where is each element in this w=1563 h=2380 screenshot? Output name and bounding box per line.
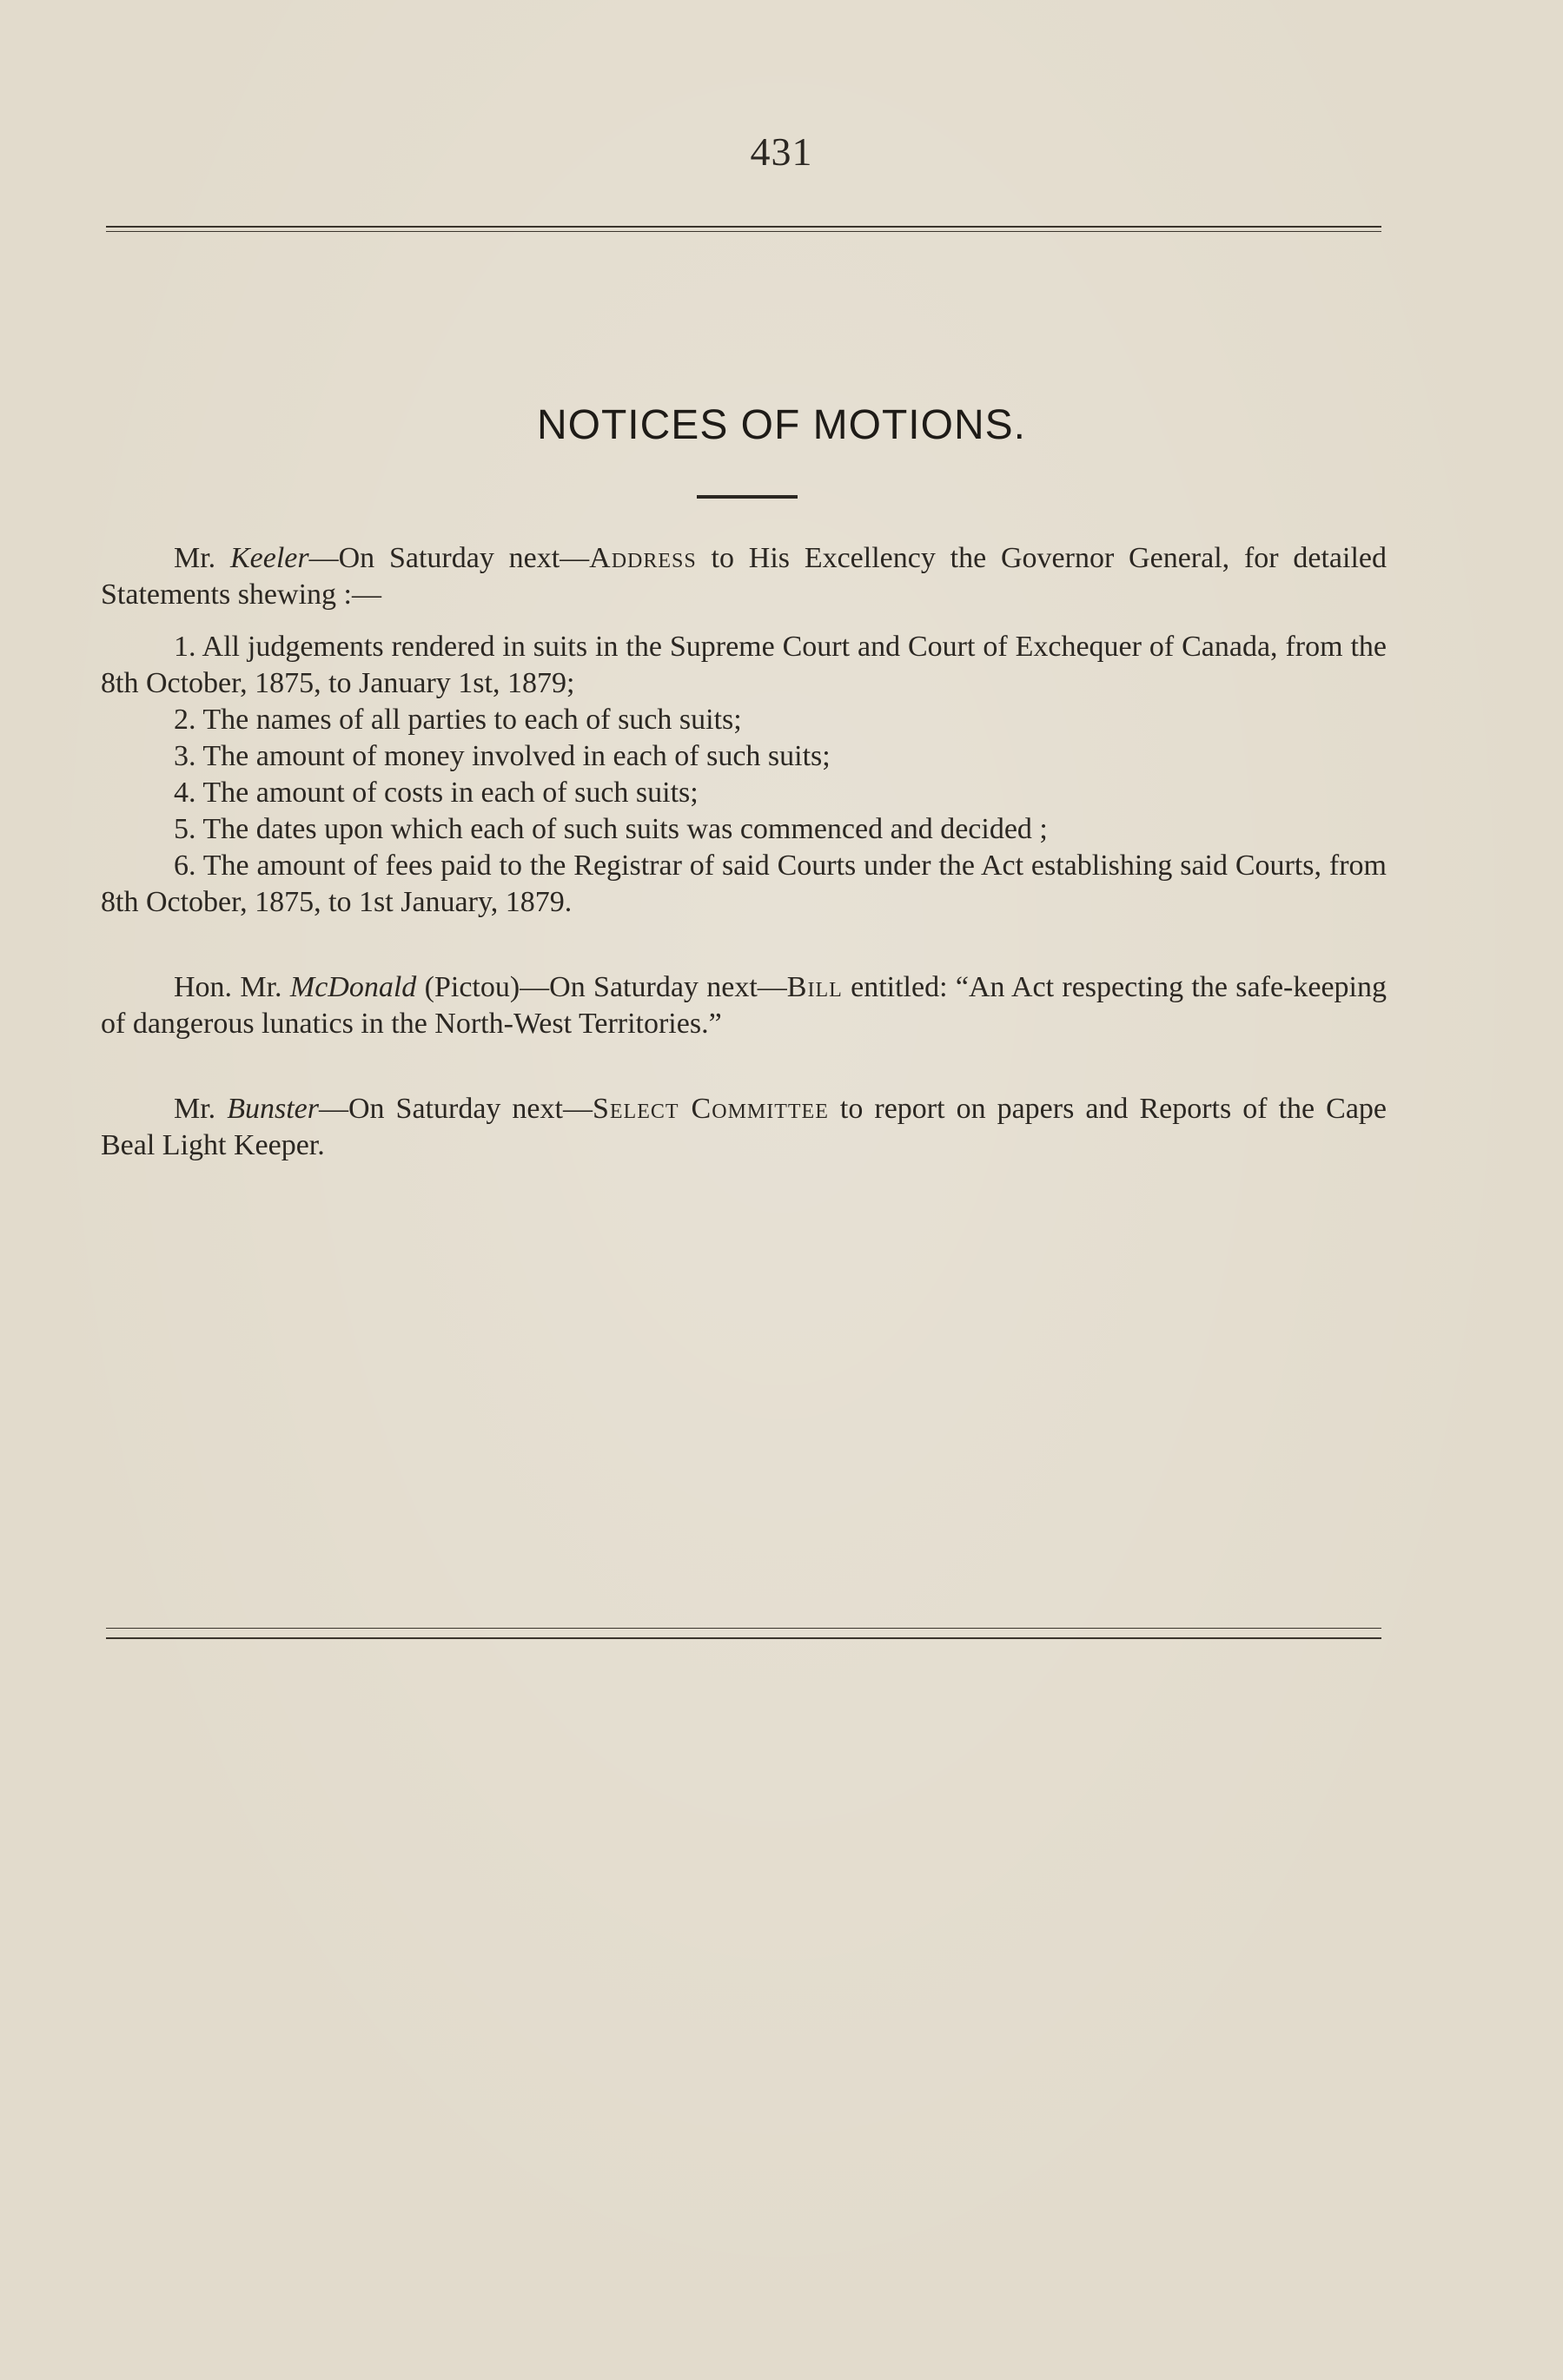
list-item: 2. The names of all parties to each of such suits;	[174, 704, 742, 736]
motion-timing: —On Saturday next—	[308, 542, 590, 574]
motion-keeler	[101, 540, 1387, 613]
footer-rule	[106, 1637, 1381, 1639]
motion-timing: (Pictou)—On Saturday next—	[416, 971, 787, 1003]
motion-prefix: Mr.	[174, 542, 230, 574]
motions-body	[101, 540, 1387, 1164]
list-item: 6. The amount of fees paid to the Registrar of said Courts under the Act establishing said Courts, from 8th October, 1875, to 1st January, 1879.	[101, 850, 1387, 918]
motion-text: entitled: “An Act respecting the safe-keeping of dangerous lunatics in the North-West Territories.”	[101, 971, 1387, 1040]
motion-text: to report on papers and Reports of the Cape Beal Light Keeper.	[101, 1093, 1387, 1161]
footer-rule-upper	[106, 1628, 1381, 1629]
motion-kind: Select Committee	[592, 1093, 829, 1125]
list-item: 1. All judgements rendered in suits in the Supreme Court and Court of Exchequer of Canada, from the 8th October, 1875, to January 1st, 1879;	[101, 631, 1387, 699]
list-item: 4. The amount of costs in each of such suits;	[174, 777, 699, 809]
motion-prefix: Mr.	[174, 1093, 228, 1125]
list-item: 3. The amount of money involved in each of such suits;	[174, 740, 831, 772]
motion-text: to His Excellency the Governor General, for detailed Statements shewing :—	[101, 542, 1387, 611]
motion-timing: —On Saturday next—	[318, 1093, 593, 1125]
motion-prefix: Hon. Mr.	[174, 971, 290, 1003]
motion-kind: Bill	[786, 971, 843, 1003]
motion-kind: Address	[589, 542, 697, 574]
section-title: NOTICES OF MOTIONS.	[536, 402, 1026, 448]
list-item: 5. The dates upon which each of such suits was commenced and decided ;	[174, 813, 1048, 845]
header-rule-secondary	[106, 231, 1381, 232]
motion-bunster	[101, 1091, 1387, 1164]
header-rule	[106, 226, 1381, 228]
member-name: McDonald	[289, 971, 417, 1003]
page-number: 431	[750, 129, 813, 174]
member-name: Keeler	[229, 542, 309, 574]
title-underline	[697, 495, 798, 499]
motion-mcdonald	[101, 969, 1387, 1042]
member-name: Bunster	[227, 1093, 319, 1125]
